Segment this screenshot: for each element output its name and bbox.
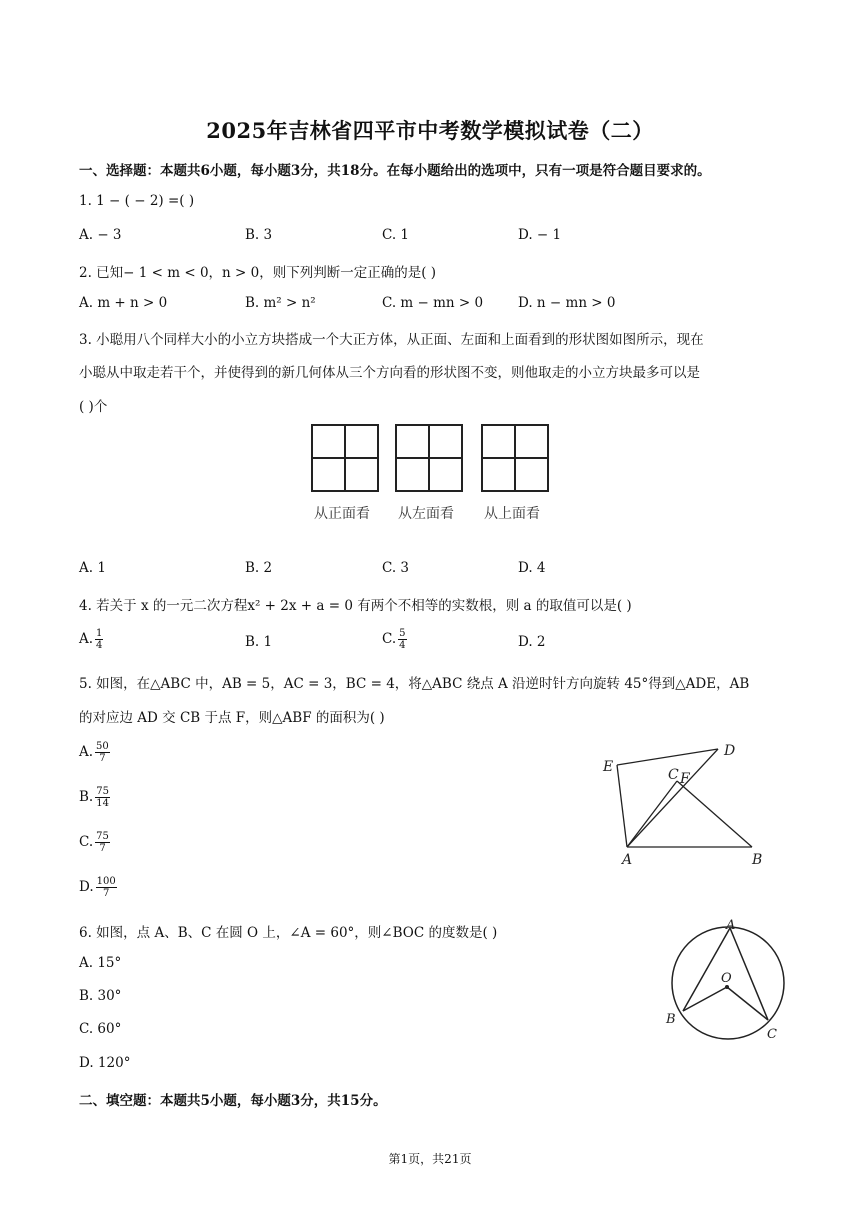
q5-option-b-label: B. <box>79 789 94 805</box>
denominator: 14 <box>96 798 109 809</box>
point-e-label: E <box>603 759 614 775</box>
denominator: 4 <box>399 640 406 651</box>
q3-option-b: B. 2 <box>245 560 273 576</box>
q2-option-b: B. m² > n² <box>245 295 316 311</box>
question-3-stem-line2: 小聪从中取走若干个，并使得到的新几何体从三个方向看的形状图不变，则他取走的小立方块最多可以是 <box>79 365 700 381</box>
q1-option-d: D. − 1 <box>518 227 562 243</box>
q5-option-d-label: D. <box>79 879 94 895</box>
q1-option-b: B. 3 <box>245 227 273 243</box>
q5-option-a-label: A. <box>79 744 94 760</box>
q4-option-d: D. 2 <box>518 634 546 650</box>
numerator: 100 <box>96 876 116 887</box>
point-d-label: D <box>724 743 736 759</box>
question-4-stem: 4. 若关于 x 的一元二次方程x² + 2x + a = 0 有两个不相等的实数根，则 a 的取值可以是( ) <box>79 598 632 614</box>
q4-option-b: B. 1 <box>245 634 273 650</box>
question-2-stem: 2. 已知− 1 < m < 0，n > 0，则下列判断一定正确的是( ) <box>79 265 437 281</box>
question-6-stem: 6. 如图，点 A、B、C 在圆 O 上，∠A = 60°，则∠BOC 的度数是( ) <box>79 925 498 941</box>
question-3-stem-line3: ( )个 <box>79 399 108 415</box>
point-a-label: A <box>726 918 736 933</box>
point-a-label: A <box>622 852 633 868</box>
q5-option-c-label: C. <box>79 834 94 850</box>
section-heading-fill-in: 二、填空题：本题共5小题，每小题3分，共15分。 <box>79 1093 387 1109</box>
q4-option-a-fraction <box>95 628 103 651</box>
numerator: 5 <box>399 628 406 639</box>
point-b-label: B <box>666 1012 676 1027</box>
q5-option-b-fraction <box>95 786 110 809</box>
q4-option-c-fraction <box>398 628 406 651</box>
q3-option-c: C. 3 <box>382 560 410 576</box>
question-3-stem-line1: 3. 小聪用八个同样大小的小立方块搭成一个大正方体，从正面、左面和上面看到的形状图如图所示，现在 <box>79 332 704 348</box>
point-c-label: C <box>767 1027 777 1042</box>
denominator: 7 <box>103 888 110 899</box>
point-o-label: O <box>721 971 732 986</box>
q5-option-a <box>79 741 110 764</box>
q5-option-c-fraction <box>95 831 110 854</box>
denominator: 7 <box>99 843 106 854</box>
point-f-label: F <box>680 771 690 787</box>
q5-option-d <box>79 876 117 899</box>
q5-option-a-fraction <box>95 741 110 764</box>
q2-option-c: C. m − mn > 0 <box>382 295 484 311</box>
page-footer: 第1页，共21页 <box>388 1152 472 1166</box>
q4-option-c-label: C. <box>382 631 397 647</box>
question-1-stem: 1. 1 − ( − 2) =( ) <box>79 193 195 209</box>
q1-option-a: A. − 3 <box>79 227 122 243</box>
question-5-stem-line2: 的对应边 AD 交 CB 于点 F，则△ABF 的面积为( ) <box>79 710 385 726</box>
section-heading-choice: 一、选择题：本题共6小题，每小题3分，共18分。在每小题给出的选项中，只有一项是符合题目要求的。 <box>79 163 711 179</box>
q2-option-d: D. n − mn > 0 <box>518 295 616 311</box>
left-view-label: 从左面看 <box>398 506 454 522</box>
rotated-triangle-figure <box>590 735 780 870</box>
q6-option-b: B. 30° <box>79 988 122 1004</box>
q4-option-a-label: A. <box>79 631 94 647</box>
q1-option-c: C. 1 <box>382 227 410 243</box>
numerator: 75 <box>96 786 109 797</box>
circle-angle-figure <box>660 915 790 1045</box>
front-view-label: 从正面看 <box>314 506 370 522</box>
question-5-stem-line1: 5. 如图，在△ABC 中，AB = 5，AC = 3，BC = 4，将△ABC 绕点 A 沿逆时针方向旋转 45°得到△ADE，AB <box>79 676 750 692</box>
q5-option-d-fraction <box>96 876 117 899</box>
q6-option-d: D. 120° <box>79 1055 131 1071</box>
q3-option-d: D. 4 <box>518 560 546 576</box>
q4-option-a <box>79 628 103 651</box>
q5-option-c <box>79 831 110 854</box>
point-c-label: C <box>668 767 679 783</box>
q5-option-b <box>79 786 110 809</box>
numerator: 50 <box>96 741 109 752</box>
page-title: 2025年吉林省四平市中考数学模拟试卷（二） <box>206 118 654 143</box>
q3-option-a: A. 1 <box>79 560 106 576</box>
numerator: 1 <box>96 628 103 639</box>
point-b-label: B <box>752 852 763 868</box>
numerator: 75 <box>96 831 109 842</box>
q2-option-a: A. m + n > 0 <box>79 295 168 311</box>
denominator: 7 <box>99 753 106 764</box>
q4-option-c <box>382 628 407 651</box>
top-view-label: 从上面看 <box>484 506 540 522</box>
q6-option-c: C. 60° <box>79 1021 122 1037</box>
q6-option-a: A. 15° <box>79 955 122 971</box>
denominator: 4 <box>96 640 103 651</box>
